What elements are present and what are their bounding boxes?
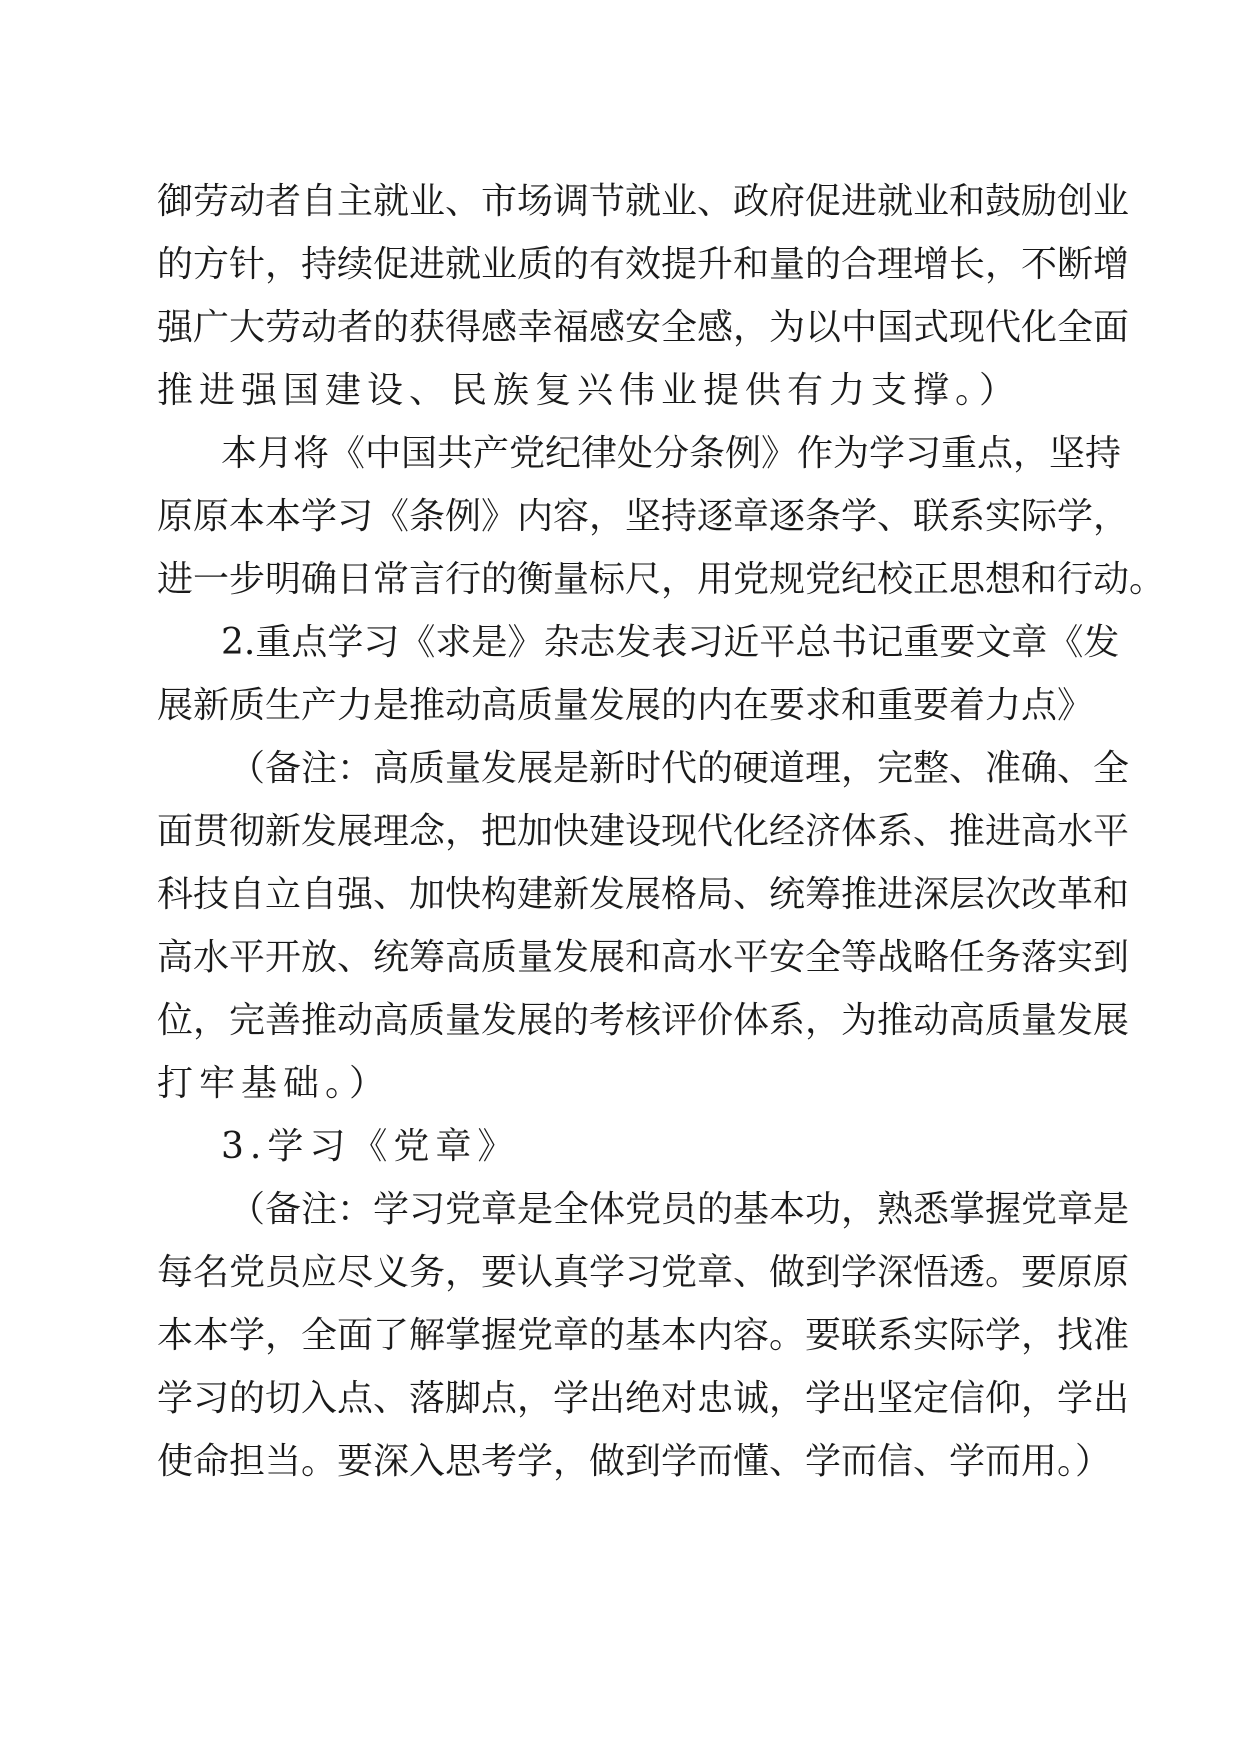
text-line: 强广大劳动者的获得感幸福感安全感，为以中国式现代化全面 [157, 307, 1130, 348]
note-first-line: （备注：高质量发展是新时代的硬道理，完整、准确、全 [229, 748, 1130, 789]
note-first-line: （备注：学习党章是全体党员的基本功，熟悉掌握党章是 [229, 1189, 1130, 1230]
text-line: 推进强国建设、民族复兴伟业提供有力支撑。） [157, 370, 1022, 411]
text-line: 面贯彻新发展理念，把加快建设现代化经济体系、推进高水平 [157, 811, 1130, 852]
text-line: 使命担当。要深入思考学，做到学而懂、学而信、学而用。） [157, 1441, 1112, 1482]
text-line: 原原本本学习《条例》内容，坚持逐章逐条学、联系实际学， [157, 496, 1130, 537]
section-heading-3: 3.学习《党章》 [221, 1126, 520, 1167]
document-body [157, 170, 1166, 1493]
text-line: 本本学，全面了解掌握党章的基本内容。要联系实际学，找准 [157, 1315, 1130, 1356]
text-line: 的方针，持续促进就业质的有效提升和量的合理增长，不断增 [157, 244, 1130, 285]
text-line: 位，完善推动高质量发展的考核评价体系，为推动高质量发展 [157, 1000, 1130, 1041]
text-line: 打牢基础。） [157, 1063, 392, 1104]
paragraph-first-line: 本月将《中国共产党纪律处分条例》作为学习重点，坚持 [221, 433, 1122, 474]
text-line: 科技自立自强、加快构建新发展格局、统筹推进深层次改革和 [157, 874, 1130, 915]
section-heading-2: 2.重点学习《求是》杂志发表习近平总书记重要文章《发 [221, 622, 1120, 663]
text-line: 展新质生产力是推动高质量发展的内在要求和重要着力点》 [157, 685, 1094, 726]
text-line: 学习的切入点、落脚点，学出绝对忠诚，学出坚定信仰，学出 [157, 1378, 1130, 1419]
text-line: 每名党员应尽义务，要认真学习党章、做到学深悟透。要原原 [157, 1252, 1130, 1293]
text-line: 进一步明确日常言行的衡量标尺，用党规党纪校正思想和行动。 [157, 559, 1166, 600]
text-line: 高水平开放、统筹高质量发展和高水平安全等战略任务落实到 [157, 937, 1130, 978]
text-line: 御劳动者自主就业、市场调节就业、政府促进就业和鼓励创业 [157, 181, 1130, 222]
